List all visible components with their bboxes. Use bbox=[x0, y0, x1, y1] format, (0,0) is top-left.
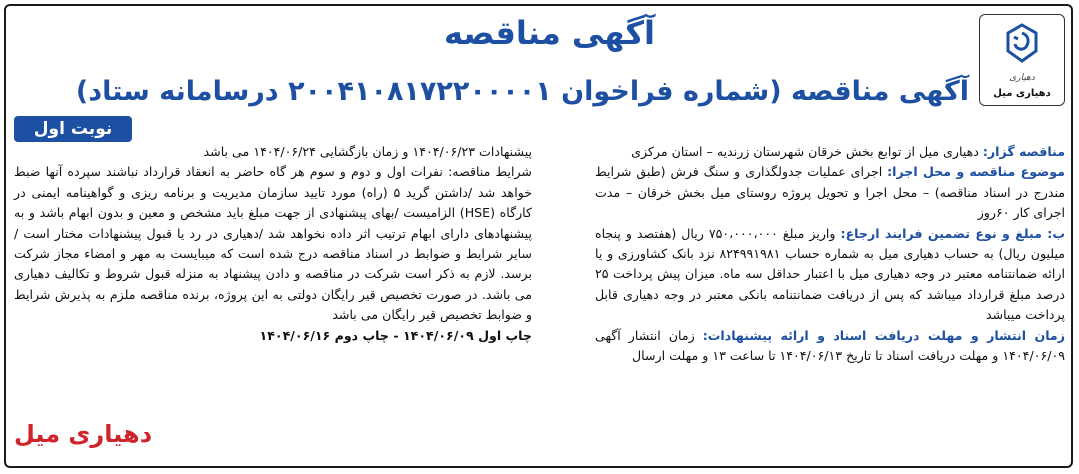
organizer-label: مناقصه گزار: bbox=[982, 144, 1065, 159]
page-subtitle: آگهی مناقصه (شماره فراخوان ۲۰۰۴۱۰۸۱۷۲۲۰۰۰۰۱ درسامانه ستاد) bbox=[75, 76, 969, 107]
logo-signature: دهیاری bbox=[1009, 73, 1035, 83]
guarantee-paragraph bbox=[595, 224, 1065, 326]
continuation-text: پیشنهادات ۱۴۰۴/۰۶/۲۳ و زمان بازگشایی ۱۴۰۴/۰۶/۲۴ می باشد bbox=[203, 144, 532, 159]
round-badge: نوبت اول bbox=[14, 116, 132, 142]
subject-text: اجرای عملیات جدولگذاری و سنگ فرش (طبق شرایط مندرج در اسناد مناقصه) – محل اجرا و تحویل پروژه روستای میل بخش خرقان – مدت اجرای کار ۶۰روز bbox=[595, 164, 1065, 221]
subject-label: موضوع مناقصه و محل اجرا: bbox=[887, 164, 1065, 180]
logo bbox=[979, 14, 1065, 106]
footer-signature: دهیاری میل bbox=[14, 420, 153, 448]
emblem-icon bbox=[1000, 21, 1044, 71]
right-column bbox=[595, 142, 1065, 366]
guarantee-text: واریز مبلغ ۷۵۰،۰۰۰،۰۰۰ ریال (هفتصد و پنجاه میلیون ریال) به حساب دهیاری میل به شماره حساب ۸۲۴۹۹۱۹۸۱ نزد بانک کشاورزی و یا ارائه ضمانتنامه معتبر در وجه دهیاری میل با اعتبار حداقل سه ماه. میزان پیش پرداخت ۲۵ درصد مبلغ قرارداد میباشد که پس از دریافت ضمانتنامه بانکی معتبر در وجه دهیاری قابل پرداخت میباشد bbox=[595, 225, 1065, 323]
conditions-text: شرایط مناقصه: نفرات اول و دوم و سوم هر گاه حاضر به انعقاد قرارداد نباشند سپرده آنها ضبط خواهد شد /داشتن گرید ۵ (راه) مورد تایید سازمان مدیریت و برنامه ریزی و گواهینامه ایمنی در کارگاه (HSE) الزامیست /بهای پیشنهادی از جهت مبلغ باید مشخص و معین و بدون ابهام باشد و به پیشنهادهای دارای ابهام ترتیب اثر داده نخواهد شد /دهیاری در رد یا قبول پیشنهادات مختار است / سایر شرایط و ضوابط در اسناد مناقصه درج شده است که میبایست به مهر و امضاء مجاز شرکت برسد. لازم به ذکر است شرکت در مناقصه و دادن پیشنهاد به منزله قبول شروط و تکالیف دهیاری می باشد. در صورت تخصیص قیر رایگان دولتی به این پروژه، برنده مناقصه ملزم به پذیرش شرایط و ضوابط تخصیص قیر رایگان می باشد bbox=[14, 164, 532, 323]
page-title: آگهی مناقصه bbox=[444, 14, 655, 52]
left-column bbox=[14, 142, 532, 346]
organizer-text: دهیاری میل از توابع بخش خرقان شهرستان زرندیه – استان مرکزی bbox=[631, 144, 979, 159]
deadline-paragraph bbox=[595, 326, 1065, 367]
logo-caption: دهیاری میل bbox=[993, 88, 1051, 99]
subject-paragraph bbox=[595, 162, 1065, 223]
print-dates: چاپ اول ۱۴۰۴/۰۶/۰۹ - چاپ دوم ۱۴۰۴/۰۶/۱۶ bbox=[259, 327, 532, 343]
organizer-paragraph bbox=[595, 142, 1065, 162]
deadline-text: زمان انتشار آگهی ۱۴۰۴/۰۶/۰۹ و مهلت دریافت اسناد تا تاریخ ۱۴۰۴/۰۶/۱۳ تا ساعت ۱۳ و مهلت ارسال bbox=[595, 327, 1065, 364]
deadline-label: زمان انتشار و مهلت دریافت اسناد و ارائه پیشنهادات: bbox=[702, 327, 1065, 343]
guarantee-label: ب: مبلغ و نوع تضمین فرایند ارجاع: bbox=[840, 225, 1066, 241]
